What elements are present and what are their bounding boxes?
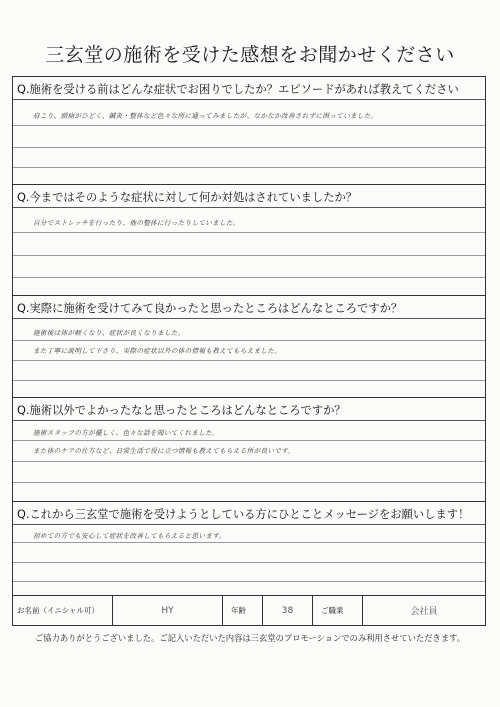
answer-5-line-1: 初めての方でも安心して症状を改善してもらえると思います。: [33, 532, 226, 540]
section-2: [13, 184, 485, 295]
name-label: お名前（イニシャル可）: [13, 596, 113, 625]
section-1: [13, 77, 485, 184]
answer-3-line-2: また丁寧に説明して下さり、実際の症状以外の体の情報も教えてもらえました。: [33, 347, 282, 355]
answer-4-line-1: 施術スタッフの方が優しく、色々な話を聞いてくれました。: [33, 429, 219, 437]
answer-3-line-1: 施術後は体が軽くなり、症状が良くなりました。: [33, 329, 185, 337]
question-2: Q.今まではそのような症状に対して何か対処はされていましたか？: [17, 191, 358, 204]
answer-2-line-1: 自分でストレッチを行ったり、他の整体に行ったりしていました。: [33, 219, 240, 227]
section-3: [13, 295, 485, 397]
age-value: 38: [263, 596, 313, 625]
footer-note: ご協力ありがとうございました。ご記入いただいた内容は三玄堂のプロモーションでのみ利用させていただきます。: [34, 633, 466, 643]
section-4: [13, 397, 485, 501]
age-label: 年齢: [223, 596, 263, 625]
question-4: Q.施術以外でよかったなと思ったところはどんなところですか？: [17, 404, 346, 417]
question-1: Q.施術を受ける前はどんな症状でお困りでしたか？エピソードがあれば教えてください: [17, 83, 459, 96]
job-label: ご職業: [313, 596, 363, 625]
section-5: [13, 501, 485, 595]
survey-form: [12, 76, 486, 626]
respondent-info-row: [13, 595, 485, 625]
question-3: Q.実際に施術を受けてみて良かったと思ったところはどんなところですか？: [17, 302, 403, 315]
answer-4-line-2: また体のケアの仕方など、日常生活で役に立つ情報も教えてもらえる所が良いです。: [33, 447, 295, 455]
question-5: Q.これから三玄堂で施術を受けようとしている方にひとことメッセージをお願いします！: [17, 508, 470, 521]
form-title: 三玄堂の施術を受けた感想をお聞かせください: [45, 44, 455, 66]
answer-1-line-1: 肩こり、頭痛がひどく、鍼灸・整体など色々な所に通ってみましたが、なかなか改善されずに困っていました。: [33, 112, 378, 120]
job-value: 会社員: [410, 607, 438, 617]
name-value: HY: [113, 596, 223, 625]
